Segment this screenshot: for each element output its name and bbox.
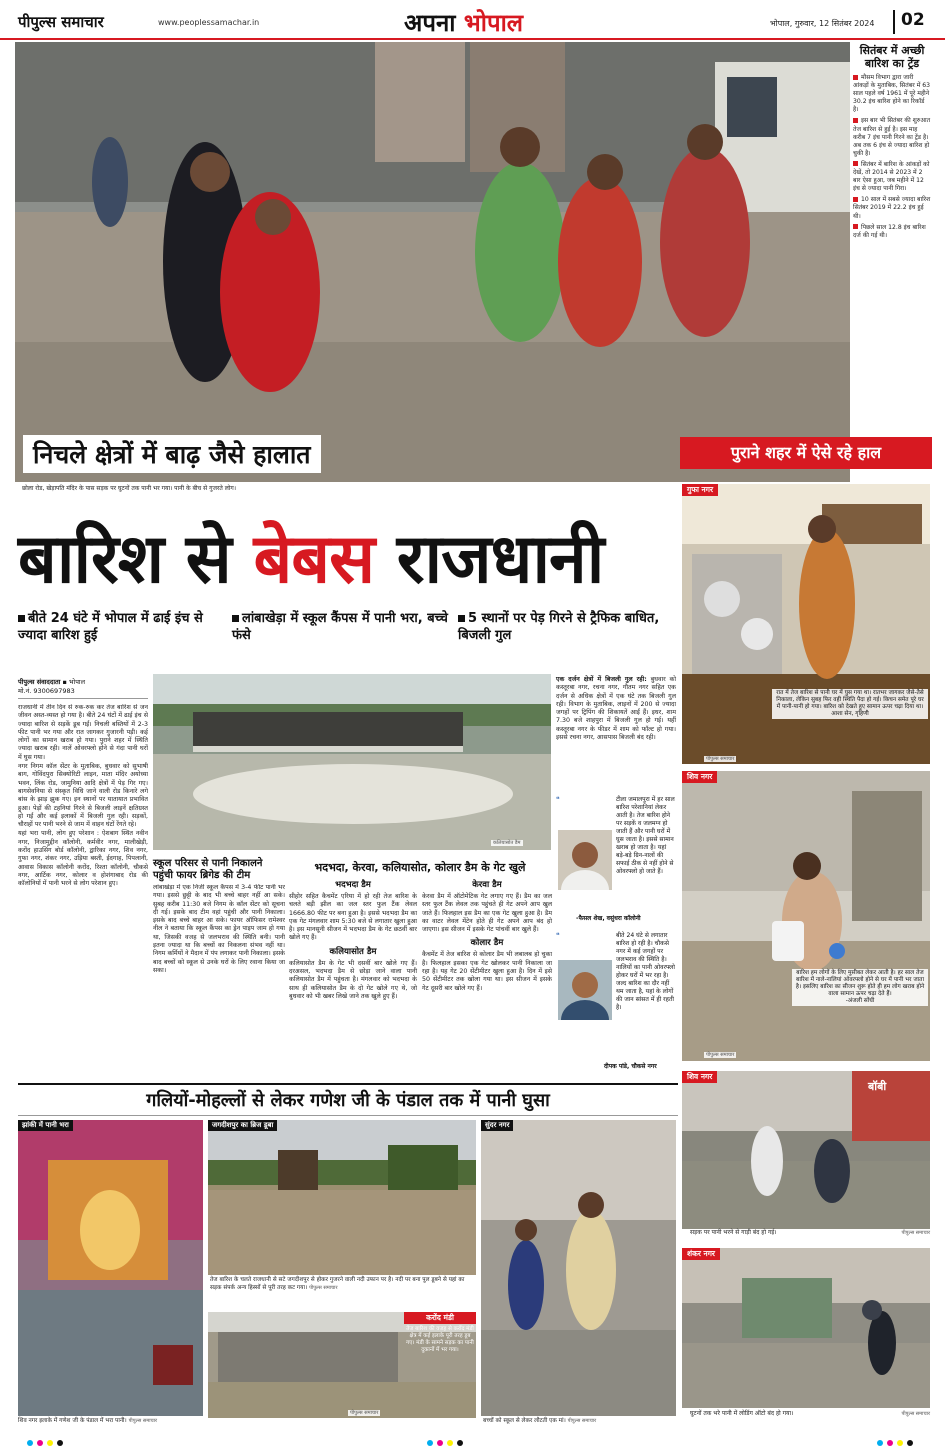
- photo-credit: पीपुल्स समाचार: [706, 1052, 735, 1058]
- old-city-caption: घुटनों तक भरे पानी में लोडिंग ऑटो बंद हो गया। पीपुल्स समाचार: [690, 1410, 930, 1417]
- photo-tag: गुफा नगर: [682, 484, 718, 496]
- photo-tag: जगदीशपुर का ब्रिज डूबा: [208, 1120, 277, 1131]
- quote-attribution: -फैसल शेख, वसुंधरा कॉलोनी: [576, 915, 641, 922]
- quote-box-1: [556, 796, 676, 924]
- quote-box-2: [556, 932, 676, 1080]
- old-city-photo-shiv-nagar-road: [682, 1071, 930, 1229]
- story3-headline: भदभदा, केरवा, कलियासोत, कोलार डैम के गेट खुले: [314, 861, 526, 874]
- trend-title: सितंबर में अच्छी बारिश का ट्रेंड: [859, 44, 925, 70]
- square-bullet-icon: [18, 615, 25, 622]
- photo-tag: करोंद मंडी: [404, 1312, 476, 1324]
- story-paragraph: यहां भरा पानी, लोग हुए परेशान : ऐशबाग स्थित नवीन नगर, निजामुद्दीन कॉलोनी, कर्मवीर नगर, मालीखेड़ी, करोंद हाउसिंग बोर्ड कॉलोनी, द्वारिका नगर, शिव नगर, गुफा नगर, शंकर नगर, उड़िया बस्ती, ईदगाह, पिपलानी, आवास विकास कॉलोनी करोंद, रिश्ता कॉलोनी, चौकसे नगर, आर्टिक नगर, कोलार व होशंगाबाद रोड की कॉलोनियों में पानी भरने से लोग परेशान हुए।: [18, 830, 148, 888]
- gallery-caption: बच्चों को स्कूल से लेकर लौटती एक मां। पीपुल्स समाचार: [483, 1418, 597, 1424]
- main-headline: [18, 520, 678, 600]
- byline: पीपुल्स संवाददाता ▪ भोपाल मो.नं. 9300697983: [18, 678, 148, 699]
- dam-title: भदभदा डैम: [335, 880, 371, 890]
- masthead: [0, 0, 945, 40]
- power-body: बुधवार को कस्तूरबा नगर, रचना नगर, गौतम नगर सहित एक दर्जन से अधिक क्षेत्रों में एक घंटे तक बिजली गुल रही। विभाग के मुताबिक, लाइनों में 200 से ज्यादा जगहों पर ट्रिपिंग की शिकायतें आईं हैं। इधर, शाम 7.30 बजे शाहपुरा में बिजली गुल हो गई। यहीं कस्तूरबा नगर के फीडर में शाम को फॉल्ट हो गया। इससे रचना नगर, आसपास बिजली बंद रही।: [556, 676, 676, 742]
- dam-gates-photo: [153, 674, 551, 850]
- karond-caption: तेज बारिश की वजह से करोंद मंडी क्षेत्र में कई इलाके पूरी तरह डूब गए। मंडी के सामने सड़क का पानी दुकानों में भर गया।: [406, 1326, 474, 1353]
- section-prefix: अपना: [404, 9, 456, 37]
- trend-list: [852, 74, 932, 240]
- deck-3: 5 स्थानों पर पेड़ गिरने से ट्रैफिक बाधित, बिजली गुल: [458, 611, 660, 643]
- dam-body: सीहोर सहित कैचमेंट एरिया में हो रही तेज बारिश के चलते बड़ी झील का जल स्तर फुल टैंक लेवल 1666.80 फीट पर बना हुआ है। इससे भदभदा डैम का एक गेट मंगलवार शाम 5:30 बजे से लगातार खुला हुआ है। इस मानसूनी सीजन में भदभदा डैम के गेट छठवीं बार खोले गए हैं।: [289, 893, 417, 942]
- story-paragraph: राजधानी में तीन दिन से रुक-रुक कर तेज बारिश से जन जीवन अस्त-व्यस्त हो गया है। बीते 24 घंटों में ढाई इंच से ज्यादा बारिश से सड़कें डूब गईं। निचली बस्तियों में 2-3 फीट पानी भर गया और रात जागकर गुजारनी पड़ी। कई लोगों का सामान खराब हो गया। पुराने शहर में स्थिति ज्यादा खराब रही। नालें ओवरफ्लो होने से गंदा पानी घरों में घुस गया।: [18, 704, 148, 761]
- trend-item: इस बार भी सितंबर की शुरुआत तेज बारिश से हुई है। इस माह करीब 7 इंच पानी गिरने का ट्रेंड है। अब तक 6 इंच से ज्यादा बारिश हो चुकी है।: [853, 117, 931, 157]
- overlay-headline: निचले क्षेत्रों में बाढ़ जैसे हालात: [23, 435, 321, 473]
- gallery-headline: गलियों-मोहल्लों से लेकर गणेश जी के पंडाल तक में पानी घुसा: [18, 1083, 678, 1116]
- square-bullet-icon: [232, 615, 239, 622]
- photo-tag: झांकी में पानी भरा: [18, 1120, 73, 1131]
- old-city-header: पुराने शहर में ऐसे रहे हाल: [680, 437, 932, 469]
- dam-title: कोलार डैम: [470, 938, 504, 949]
- photo-tag: शिव नगर: [682, 771, 717, 783]
- dateline: भोपाल, गुरुवार, 12 सितंबर 2024: [770, 19, 875, 28]
- quote-text: ❝ टीला जमालपुरा में हर साल बारिश परेशानियां लेकर आती है। तेज बारिश होने पर सड़कें व जलमग्न हो जाती हैं और पानी घरों में घुस जाता है। इससे सामान खराब हो जाता है। यहां बड़े-बड़े ग्रिन-नालों की सफाई ठीक से नहीं होने से ओवरफ्लो हो जाते हैं।: [556, 796, 675, 875]
- power-headline: एक दर्जन क्षेत्रों में बिजली गुल रही:: [556, 676, 647, 683]
- headline-part2: बेबस: [253, 520, 375, 599]
- headline-part3: राजधानी: [396, 520, 604, 599]
- story3-col-a: [289, 876, 417, 1001]
- photo-credit: पीपुल्स समाचार: [350, 1410, 379, 1416]
- old-city-caption: सड़क पर पानी भरने से गाड़ी बंद हो गई। पीपुल्स समाचार: [690, 1229, 930, 1236]
- story2: [153, 855, 285, 1084]
- photo-tag: शिव नगर: [682, 1071, 717, 1083]
- trend-item: मौसम विभाग द्वारा जारी आंकड़ों के मुताबिक, सितंबर में 63 साल पहले वर्ष 1961 में पूरे महीने 30.2 इंच बारिश होने का रिकॉर्ड है।: [853, 74, 931, 114]
- dam-body: केरवा डैम में ऑटोमेटिक गेट लगाए गए हैं। डैम का जल स्तर फुल टैंक लेवल तक पहुंचते ही गेट अपने आप खुल जाते हैं। फिलहाल इस डैम का एक गेट खुला हुआ है। डैम का वाटर लेवल मेंटेन होते ही गेट अपने आप बंद हो जाएगा। इस सीजन में इसके गेट पांचवीं बार खुले हैं।: [422, 893, 552, 934]
- masthead-logo: पीपुल्स समाचार: [18, 13, 104, 31]
- old-city-photo-gufa-nagar: [682, 484, 930, 764]
- square-bullet-icon: [458, 615, 465, 622]
- quote-icon: ❝: [556, 932, 560, 939]
- top-photo-caption: छोला रोड, खेड़ापति मंदिर के पास सड़क पर घुटनों तक पानी भर गया। पानी के बीच से गुजरते लोग।: [22, 485, 237, 492]
- page-number: 02: [893, 10, 931, 34]
- gallery-photo-karond-mandi: [208, 1312, 476, 1418]
- section-title: [404, 6, 523, 39]
- gallery-photo-bridge: [208, 1120, 476, 1275]
- quote-text: ❝ बीते 24 घंटे से लगातार बारिश हो रही है। चौकसे नगर में कई जगहों पर जलभराव की स्थिति है। नालियों का पानी ओवरफ्लो होकर घरों में भर रहा है। जल्द बारिश का दौर नहीं थम जाता है, यहां के लोगों की जान सांसत में ही रहती है।: [556, 932, 676, 1011]
- dam-body: कलियासोत डैम के गेट भी दसवीं बार खोले गए हैं। दरअसल, भदभदा डैम से छोड़ा जाने वाला पानी कलियासोत डैम में पहुंचता है। मंगलवार को भदभदा के साथ ही कलियासोत डैम के दो गेट खोले गए थे, जो बुधवार को भी खबर लिखे जाने तक खुले हुए हैं।: [289, 959, 417, 1000]
- color-registration-strip: [0, 1433, 945, 1443]
- old-city-quote: बारिश हम लोगों के लिए मुसीबत लेकर आती है। हर साल तेज बारिश में नाले-नालियां ओवरफ्लो होने से घर में पानी भर जाता है। इसलिए बारिश का सीजन शुरू होते ही हम लोग खराब होने वाला सामान ऊपर चढ़ा देते हैं। -अंजली सोंधी: [792, 969, 928, 1006]
- gallery-photo-sundar-nagar: [481, 1120, 676, 1416]
- story2-body: लांबाखेड़ा में एक निजी स्कूल कैंपस में 3-4 फीट पानी भर गया। इससे छुट्टी के बाद भी बच्चे बाहर नहीं आ सके। सुबह करीब 11:30 बजे निगम के कॉल सेंटर को सूचना दी गई। इसके बाद टीम वहां पहुंची और पानी निकाला। इसके बाद बच्चे बाहर आ सके। फायर ऑफिसर रामेश्वर नील ने बताया कि स्कूल कैंपस का ड्रेन पाइप जाम हो गया था, जिसकी वजह से जलभराव की स्थिति बनी। पानी इतना ज्यादा था कि बच्चों का निकलना संभव नहीं था। निगम कर्मियों ने मैदान में पंप लगाकर पानी निकाला। इसके बाद बच्चों को स्कूल से उनके घरों के लिए रवाना किया जा सका।: [153, 884, 285, 974]
- trend-item: पिछले साल 12.8 इंच बारिश दर्ज की गई थी।: [853, 223, 926, 239]
- trend-box: [852, 42, 932, 434]
- trend-item: 10 साल में सबसे ज्यादा बारिश सितंबर 2019 में 22.2 इंच हुई थी।: [853, 196, 931, 220]
- headline-part1: बारिश से: [18, 520, 231, 599]
- quote-attribution: दीपक पांडे, चौकसे नगर: [604, 1063, 657, 1070]
- photo-credit: पीपुल्स समाचार: [706, 756, 735, 762]
- gallery-photo-jhanki: [18, 1120, 203, 1416]
- quote-icon: ❝: [556, 796, 560, 803]
- old-city-photo-shiv-nagar: [682, 771, 930, 1061]
- masthead-website[interactable]: www.peoplessamachar.in: [158, 18, 260, 27]
- dam-title: कलियासोत डैम: [329, 946, 377, 957]
- power-story: [556, 676, 676, 742]
- flood-street-photo: [15, 42, 850, 482]
- gallery-caption: तेज बारिश के चलते राजधानी से सटे जगदीशपुर से होकर गुजरने वाली नदी उफान पर है। नदी पर बना पुल डूबने से यहां का सड़क संपर्क अन्य हिस्सों से पूरी तरह कट गया। पीपुल्स समाचार: [210, 1277, 465, 1291]
- old-city-quote: रात में तेज बारिश से पानी घर में घुस गया था। रातभर जागकर जैसे-तैसे निकाला, लेकिन सुबह फिर वही स्थिति पैदा हो गई। किचन समेत पूरे घर में पानी-पानी हो गया। बारिश को देखते हुए सामान ऊपर चढ़ा दिया था। आशा सेन, गृहिणी: [772, 689, 928, 719]
- old-city-photo-shankar-nagar: [682, 1248, 930, 1408]
- gallery-caption: शिव नगर इलाके में गणेश जी के पंडाल में भरा पानी। पीपुल्स समाचार: [18, 1418, 158, 1424]
- deck-2: लांबाखेड़ा में स्कूल कैंपस में पानी भरा, बच्चे फंसे: [232, 611, 448, 643]
- story-col-1: [18, 704, 148, 1074]
- photo-credit: कलियासोत डैम: [493, 840, 521, 846]
- photo-tag: सुंदर नगर: [481, 1120, 513, 1131]
- dam-body: कैचमेंट में तेज बारिश से कोलार डैम भी लबालब हो चुका है। फिलहाल इसका एक गेट खोलकर पानी निकाला जा रहा है। यह गेट 20 सेंटीमीटर खुला हुआ है। दिन में इसे 50 सेंटीमीटर तक खोला गया था। इस सीजन में इसके गेट दूसरी बार खोले गए हैं।: [422, 951, 552, 992]
- old-city-badge: बॉबी: [868, 1080, 887, 1093]
- dam-title: केरवा डैम: [472, 880, 502, 890]
- deck-1: बीते 24 घंटे में भोपाल में ढाई इंच से ज्यादा बारिश हुई: [18, 611, 203, 643]
- section-name: भोपाल: [463, 9, 524, 37]
- story2-headline: स्कूल परिसर से पानी निकालने पहुंची फायर ब्रिगेड की टीम: [153, 858, 263, 881]
- story-paragraph: नगर निगम कॉल सेंटर के मुताबिक, बुधवार को सुभाषी बाग, गोविंदपुरा सिक्योरिटी लाइन, माता मंदिर अयोध्या भवन, लिंक रोड, जामुनिया आदि क्षेत्रों में पेड़ गिर गए। बागसेवनिया से संस्कृत विधि जाने वाली रोड किनारे लगे बांस के झाड़ झुक गए। इन स्थानों पर यातायात प्रभावित हुआ। पेड़ों की टहनियां गिरने से बिजली लाइनें क्षतिग्रस्त हो गईं और कई इलाकों में बिजली गुल रही। सड़कों, चौराहों पर पानी भरने से जाम में वाहन घंटों रेंगते रहे।: [18, 763, 148, 829]
- photo-tag: शंकर नगर: [682, 1248, 720, 1260]
- trend-item: सितंबर में बारिश के आंकड़ों को देखें, तो 2014 से 2023 में 2 बार ऐसा हुआ, जब महीने में 12 इंच से ज्यादा पानी गिरा।: [853, 160, 930, 193]
- story3-col-b: [422, 876, 552, 993]
